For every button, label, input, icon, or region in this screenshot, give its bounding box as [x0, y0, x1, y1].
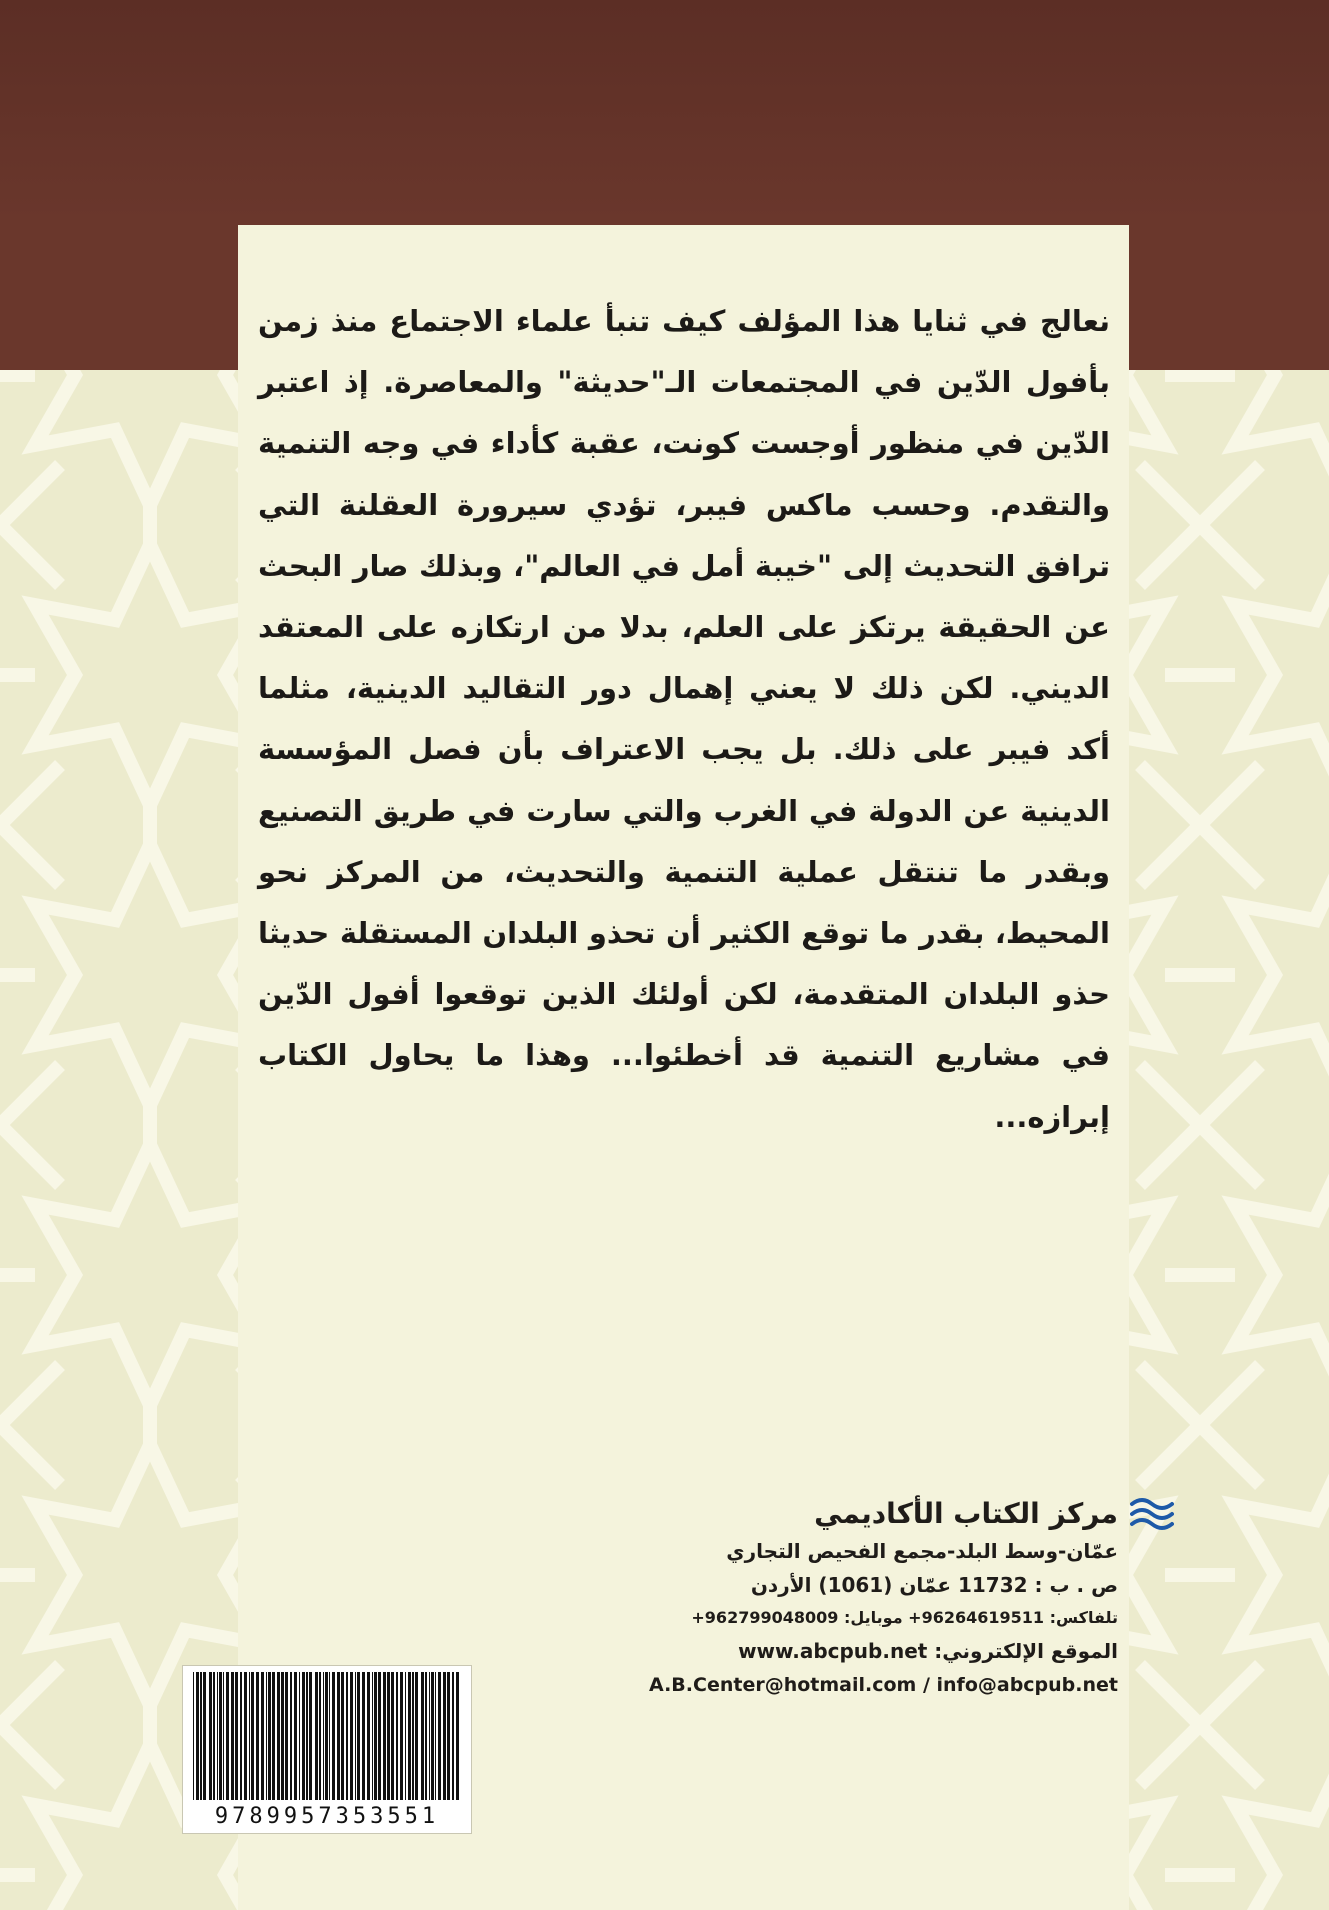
barcode-bar: [196, 1672, 199, 1800]
barcode-bar: [452, 1672, 454, 1800]
barcode-bar: [272, 1672, 275, 1800]
waves-icon: [1130, 1494, 1174, 1534]
barcode-bar: [431, 1672, 434, 1800]
barcode-bar: [372, 1672, 373, 1800]
barcode-bar: [244, 1672, 247, 1800]
barcode-bar: [319, 1672, 321, 1800]
barcode-bar: [355, 1672, 356, 1800]
barcode-bar: [435, 1672, 436, 1800]
barcode-bar: [357, 1672, 360, 1800]
isbn-barcode: [182, 1665, 472, 1834]
barcode-bar: [456, 1672, 459, 1800]
barcode-bar: [408, 1672, 411, 1800]
barcode-bar: [383, 1672, 386, 1800]
barcode-number: 9789957353551: [214, 1804, 440, 1829]
barcode-bar: [240, 1672, 242, 1800]
barcode-bar: [309, 1672, 312, 1800]
back-cover-blurb: نعالج في ثنايا هذا المؤلف كيف تنبأ علماء الاجتماع منذ زمن بأفول الدّين في المجتمعات الـ"حديثة" والمعاصرة. إذ اعتبر الدّين في منظور أوجست كونت، عقبة كأداء في وجه التنمية والتقدم. وحسب ماكس فيبر، تؤدي سيرورة العقلنة التي ترافق التحديث إلى "خيبة أمل في العالم"، وبذلك صار البحث عن الحقيقة يرتكز على العلم، بدلا من ارتكازه على المعتقد الديني. لكن ذلك لا يعني إهمال دور التقاليد الدينية، مثلما أكد فيبر على ذلك. بل يجب الاعتراف بأن فصل المؤسسة الدينية عن الدولة في الغرب والتي سارت في طريق التصنيع وبقدر ما تنتقل عملية التنمية والتحديث، من المركز نحو المحيط، بقدر ما توقع الكثير أن تحذو البلدان المستقلة حديثا حذو البلدان المتقدمة، لكن أولئك الذين توقعوا أفول الدّين في مشاريع التنمية قد أخطئوا... وهذا ما يحاول الكتاب إبرازه...: [258, 304, 1110, 1134]
barcode-bar: [302, 1672, 305, 1800]
barcode-bar: [256, 1672, 259, 1800]
barcode-bar: [421, 1672, 424, 1800]
barcode-bar: [200, 1672, 202, 1800]
barcode-bar: [447, 1672, 450, 1800]
barcode-bar: [235, 1672, 238, 1800]
barcode-bar: [251, 1672, 254, 1800]
barcode-bar: [285, 1672, 288, 1800]
barcode-bars: [191, 1672, 463, 1800]
barcode-bar: [226, 1672, 229, 1800]
publisher-address: عمّان-وسط البلد-مجمع الفحيص التجاري: [726, 1539, 1118, 1563]
barcode-bar: [325, 1672, 328, 1800]
publisher-po-box: ص . ب : 11732 عمّان (1061) الأردن: [750, 1573, 1118, 1597]
barcode-bar: [400, 1672, 403, 1800]
barcode-bar: [306, 1672, 308, 1800]
barcode-bar: [341, 1672, 344, 1800]
barcode-bar: [277, 1672, 280, 1800]
barcode-bar: [266, 1672, 267, 1800]
barcode-bar: [213, 1672, 215, 1800]
barcode-bar: [268, 1672, 271, 1800]
barcode-bar: [332, 1672, 335, 1800]
barcode-bar: [323, 1672, 324, 1800]
barcode-bar: [203, 1672, 206, 1800]
barcode-bar: [425, 1672, 427, 1800]
barcode-bar: [391, 1672, 394, 1800]
barcode-bar: [261, 1672, 264, 1800]
barcode-bar: [337, 1672, 340, 1800]
barcode-bar: [219, 1672, 222, 1800]
barcode-bar: [396, 1672, 398, 1800]
barcode-bar: [299, 1672, 300, 1800]
publisher-website[interactable]: الموقع الإلكتروني: www.abcpub.net: [738, 1639, 1118, 1663]
barcode-bar: [412, 1672, 414, 1800]
barcode-bar: [405, 1672, 406, 1800]
band-left-extension: [0, 225, 238, 370]
barcode-bar: [193, 1672, 194, 1800]
barcode-bar: [223, 1672, 224, 1800]
barcode-bar: [443, 1672, 446, 1800]
barcode-bar: [362, 1672, 365, 1800]
barcode-bar: [281, 1672, 284, 1800]
barcode-bar: [429, 1672, 430, 1800]
barcode-bar: [315, 1672, 318, 1800]
barcode-bar: [209, 1672, 212, 1800]
barcode-bar: [217, 1672, 218, 1800]
barcode-bar: [231, 1672, 234, 1800]
barcode-bar: [415, 1672, 418, 1800]
publisher-name: مركز الكتاب الأكاديمي: [814, 1497, 1118, 1530]
barcode-bar: [290, 1672, 292, 1800]
band-right-extension: [1129, 225, 1329, 370]
barcode-bar: [346, 1672, 348, 1800]
barcode-bar: [438, 1672, 441, 1800]
barcode-bar: [329, 1672, 330, 1800]
barcode-bar: [249, 1672, 250, 1800]
publisher-info: [640, 1494, 1118, 1702]
barcode-bar: [387, 1672, 390, 1800]
barcode-bar: [367, 1672, 370, 1800]
barcode-bar: [294, 1672, 297, 1800]
publisher-phones: تلفاكس: 96264619511+ موبايل: 962799048009+: [691, 1608, 1118, 1627]
publisher-emails[interactable]: A.B.Center@hotmail.com / info@abcpub.net: [649, 1674, 1118, 1696]
barcode-bar: [350, 1672, 353, 1800]
barcode-bar: [378, 1672, 381, 1800]
barcode-bar: [374, 1672, 377, 1800]
